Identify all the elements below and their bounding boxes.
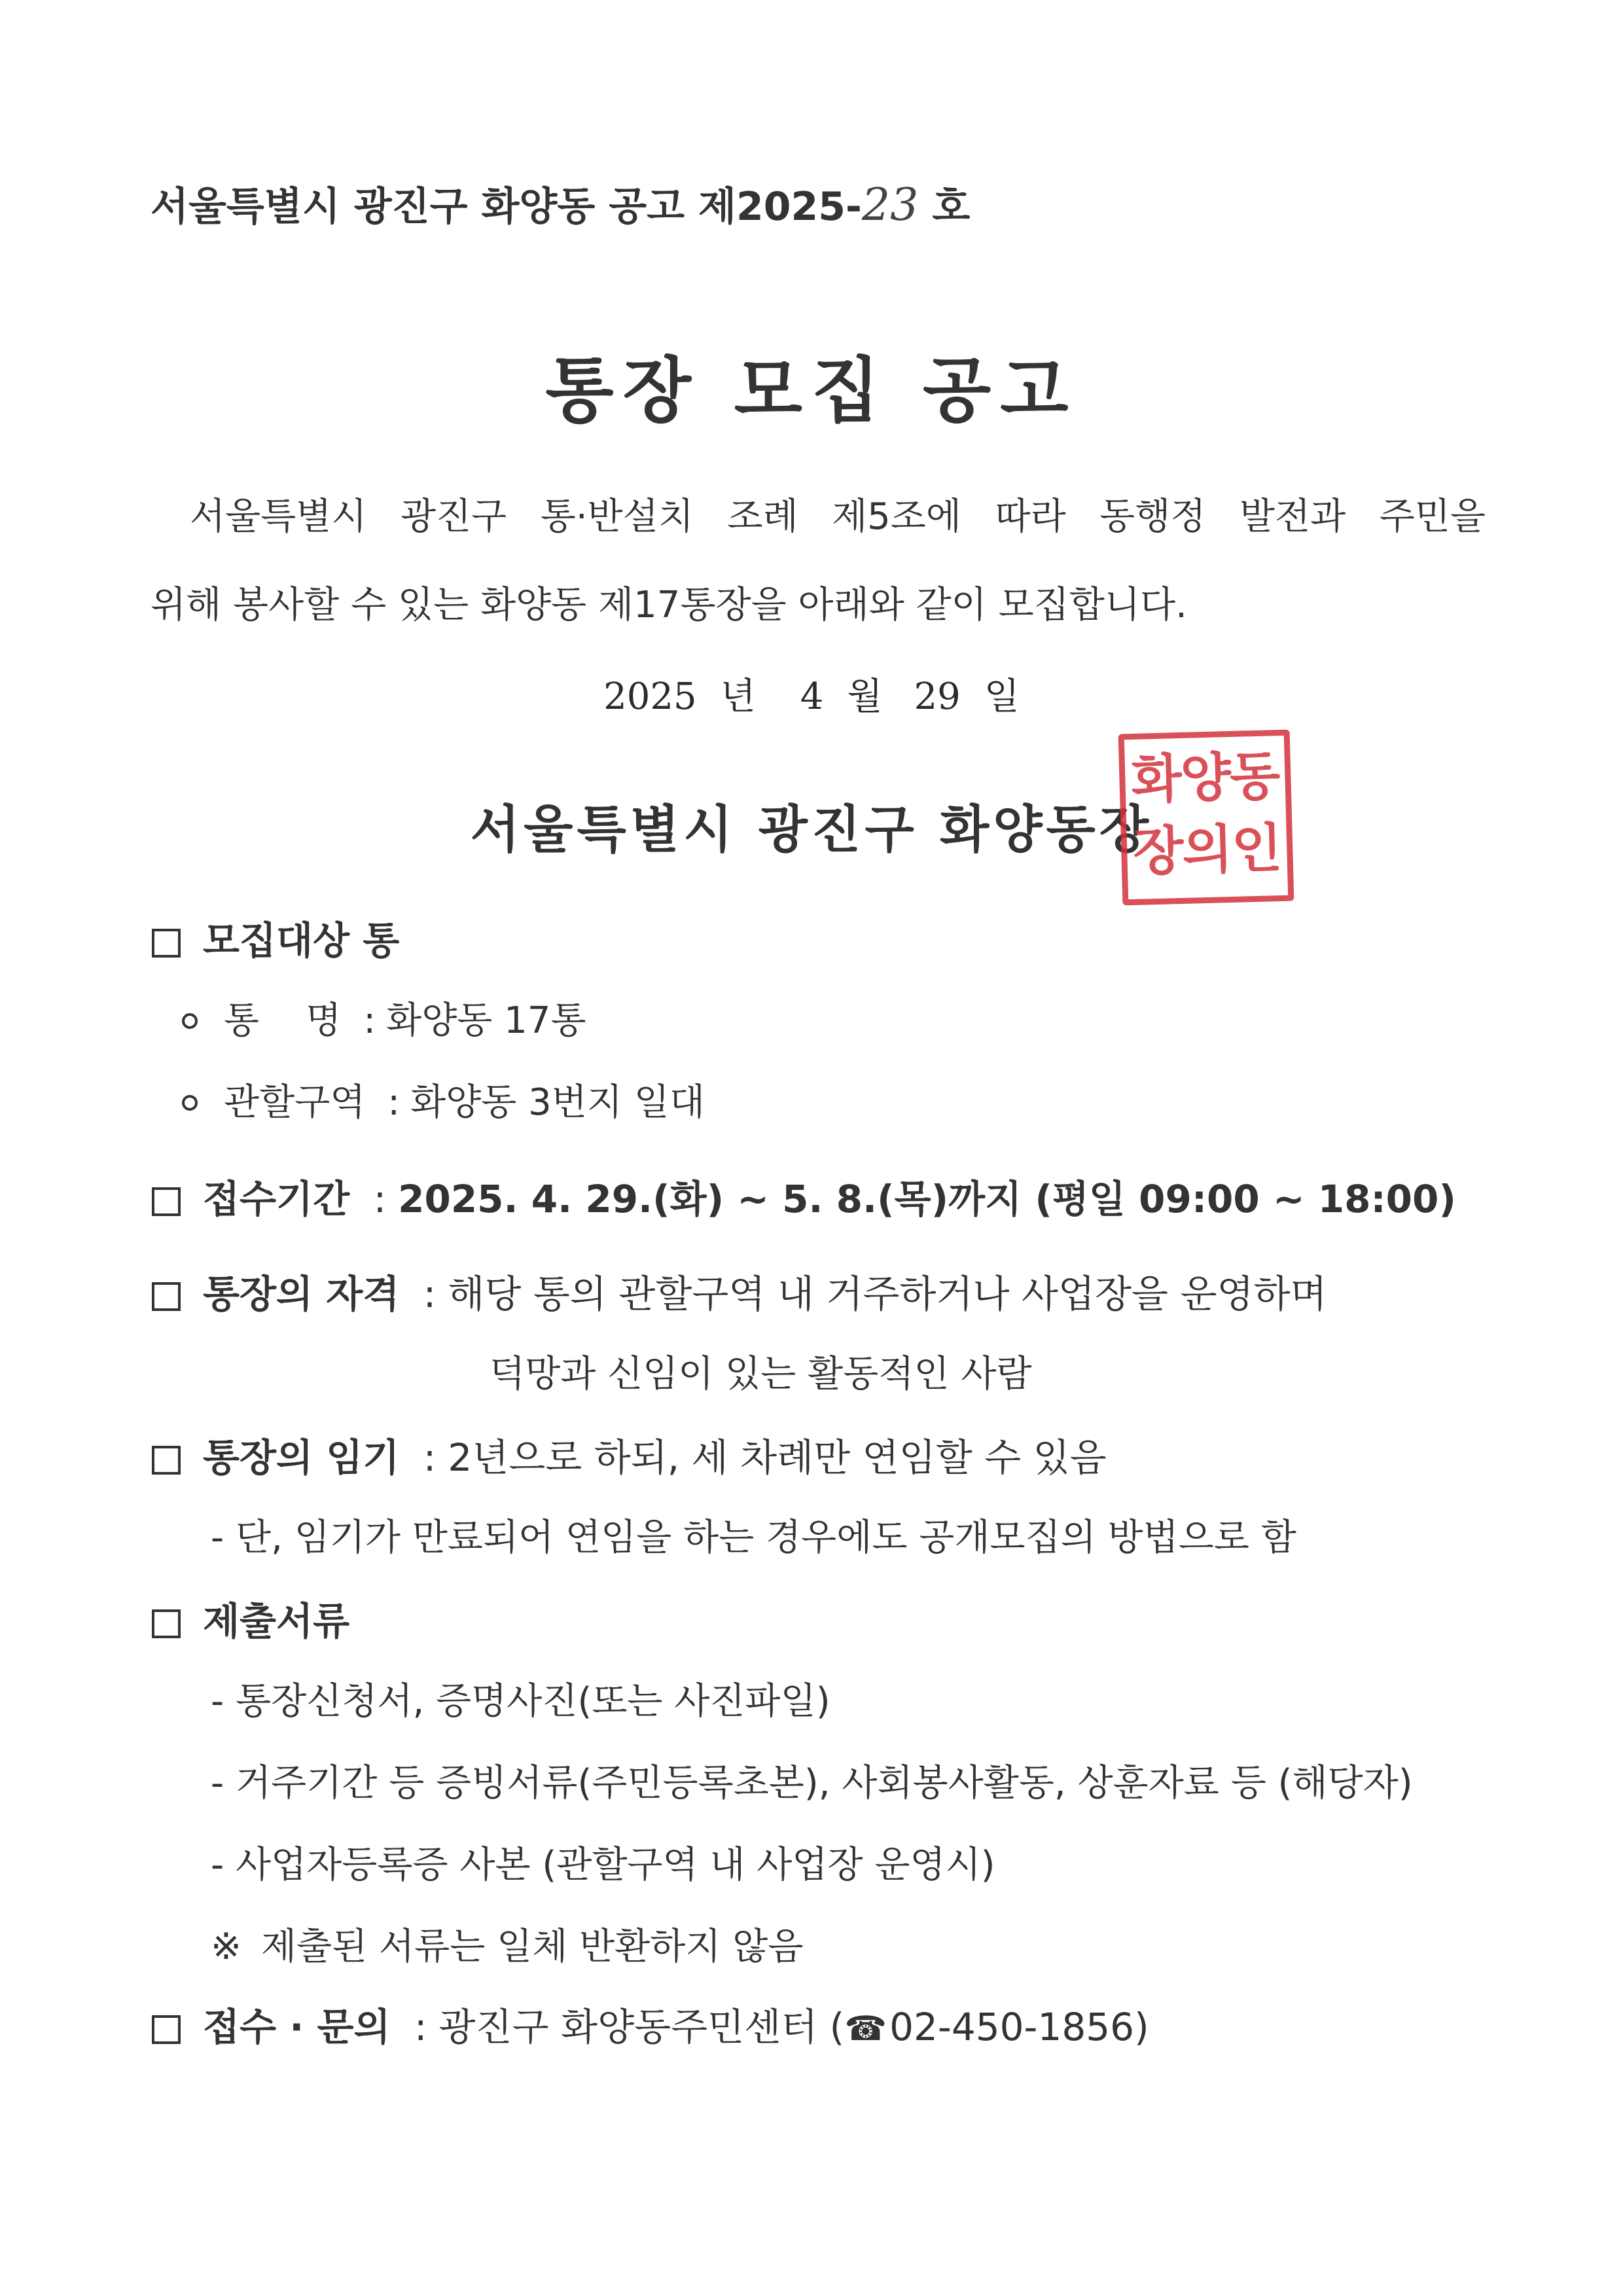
section-contact-label: 접수 · 문의 xyxy=(203,2005,391,2049)
section-documents-label: 제출서류 xyxy=(203,1599,350,1643)
section-period-label: 접수기간 xyxy=(203,1177,350,1221)
date-day: 29 xyxy=(914,675,961,718)
notice-number-handwritten: 23 xyxy=(861,179,919,231)
documents-item-3: - 사업자등록증 사본 (관할구역 내 사업장 운영시) xyxy=(211,1844,995,1886)
section-period xyxy=(152,1168,1456,1223)
section-qualification-line1: 해당 통의 관할구역 내 거주하거나 사업장을 운영하며 xyxy=(448,1272,1327,1316)
section-contact-place: 광진구 화양동주민센터 xyxy=(438,2005,818,2049)
section-contact-phone: 02-450-1856 xyxy=(889,2005,1135,2049)
seal-text-row-1: 화양동 xyxy=(1130,745,1280,810)
section-period-value: 2025. 4. 29.(화) ~ 5. 8.(목)까지 (평일 09:00 ~ 18:00) xyxy=(398,1177,1456,1221)
section-qualification-line2: 덕망과 신임이 있는 활동적인 사람 xyxy=(490,1353,1032,1395)
section-term xyxy=(152,1427,1107,1482)
section-term-value: 2년으로 하되, 세 차례만 연임할 수 있음 xyxy=(448,1435,1107,1480)
issuer-name: 서울특별시 광진구 화양동장 xyxy=(470,800,1153,859)
section-qualification xyxy=(152,1263,1327,1318)
section-qualification-sep: : xyxy=(423,1272,437,1316)
intro-line-2: 위해 봉사할 수 있는 화양동 제17통장을 아래와 같이 모집합니다. xyxy=(151,584,1187,626)
target-item-sep: : xyxy=(363,999,376,1042)
section-term-note: - 단, 임기가 만료되어 연임을 하는 경우에도 공개모집의 방법으로 함 xyxy=(211,1516,1296,1559)
target-item-key: 관할구역 xyxy=(224,1081,366,1124)
target-item-value: 화양동 17통 xyxy=(386,999,586,1042)
reference-mark-icon: ※ xyxy=(211,1926,241,1968)
target-item-sep: : xyxy=(387,1081,401,1124)
notice-date xyxy=(0,668,1623,720)
documents-item-2: - 거주기간 등 증빙서류(주민등록초본), 사회봉사활동, 상훈자료 등 (해당자) xyxy=(211,1762,1413,1804)
notice-number xyxy=(151,175,970,232)
target-item-key: 통 명 xyxy=(224,999,342,1042)
target-item-value: 화양동 3번지 일대 xyxy=(410,1081,705,1124)
documents-note-text: 제출된 서류는 일체 반환하지 않음 xyxy=(260,1926,804,1968)
checkbox-square-icon xyxy=(152,1609,181,1638)
date-month: 4 xyxy=(800,675,824,718)
checkbox-square-icon xyxy=(152,1187,181,1216)
bullet-circle-icon xyxy=(182,1013,198,1029)
checkbox-square-icon xyxy=(152,1282,181,1311)
section-term-label: 통장의 임기 xyxy=(203,1435,400,1480)
notice-number-prefix: 서울특별시 광진구 화양동 공고 제2025- xyxy=(151,184,862,230)
bullet-circle-icon xyxy=(182,1095,198,1111)
section-contact: 접수 · 문의 : 광진구 화양동주민센터 (☎02-450-1856) xyxy=(152,1996,1149,2051)
documents-item-1: - 통장신청서, 증명사진(또는 사진파일) xyxy=(211,1680,830,1723)
documents-note xyxy=(211,1918,803,1970)
checkbox-square-icon xyxy=(152,929,181,958)
target-item-area xyxy=(182,1073,705,1126)
date-year: 2025 xyxy=(603,675,697,718)
target-item-name xyxy=(182,992,586,1044)
phone-icon: ☎ xyxy=(844,2009,887,2049)
section-term-sep: : xyxy=(423,1435,437,1480)
date-year-unit: 년 xyxy=(720,675,756,718)
section-documents xyxy=(152,1590,349,1645)
date-month-unit: 월 xyxy=(847,675,883,718)
section-contact-sep: : xyxy=(414,2005,427,2049)
date-day-unit: 일 xyxy=(984,675,1020,718)
section-target-label: 모집대상 통 xyxy=(203,918,400,963)
checkbox-square-icon xyxy=(152,1446,181,1475)
notice-number-suffix: 호 xyxy=(932,184,971,230)
seal-text-row-2: 장의인 xyxy=(1132,817,1282,882)
page-title: 통장 모집 공고 xyxy=(545,350,1078,432)
official-seal-stamp xyxy=(1118,730,1294,906)
section-period-sep: : xyxy=(373,1177,387,1221)
intro-line-1: 서울특별시 광진구 통·반설치 조례 제5조에 따라 동행정 발전과 주민을 xyxy=(190,495,1486,538)
section-target xyxy=(152,910,399,965)
section-qualification-label: 통장의 자격 xyxy=(203,1272,400,1316)
checkbox-square-icon xyxy=(152,2015,181,2044)
